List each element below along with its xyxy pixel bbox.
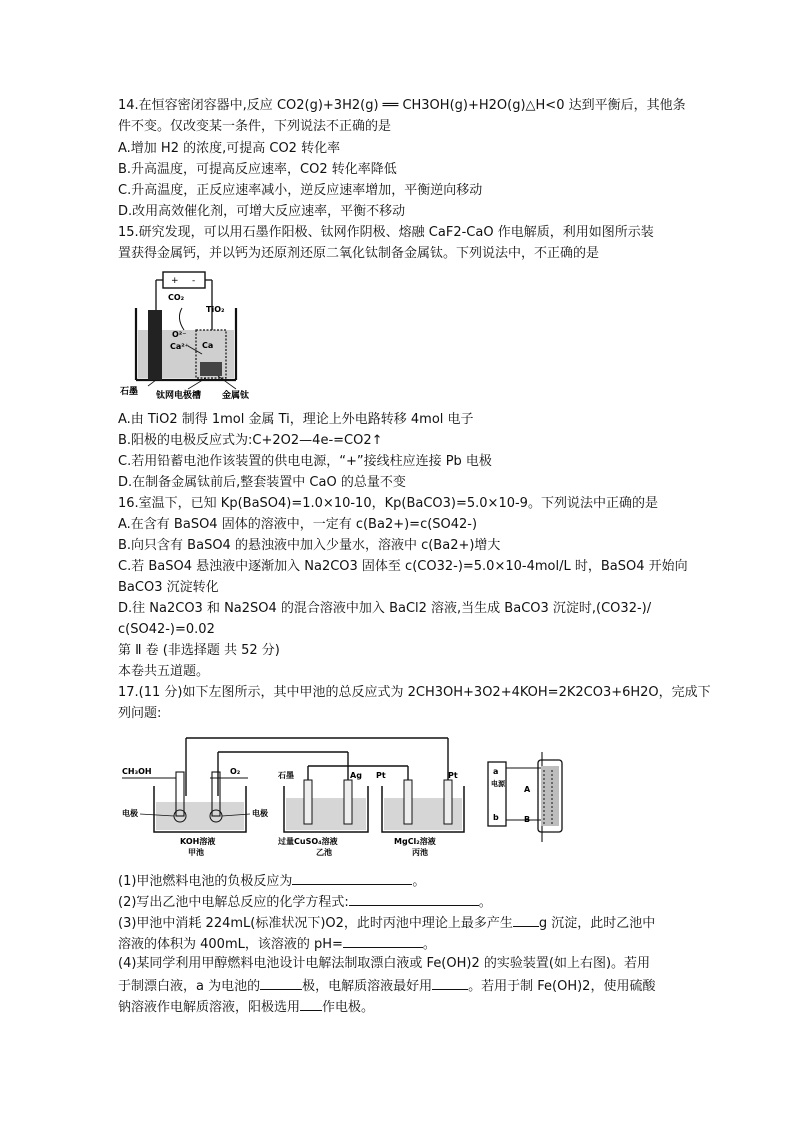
q15-option-c: C.若用铅蓄电池作该装置的供电电源，“+”接线柱应连接 Pb 电极 xyxy=(118,454,492,469)
q17-sub4-text-d: 钠溶液作电解质溶液，阳极选用 xyxy=(118,1000,301,1015)
q17-sub4-electrolyte-blank[interactable] xyxy=(432,977,468,990)
electrode-B-label: B xyxy=(524,815,531,824)
cuso4-label: 过量CuSO₄溶液 xyxy=(278,837,338,846)
graphite-electrode-label: 石墨 xyxy=(278,771,294,780)
q17-sub4-text-c: 。若用于制 Fe(OH)2，使用硫酸 xyxy=(468,979,656,994)
q16-option-c: C.若 BaSO4 悬浊液中逐渐加入 Na2CO3 固体至 c(CO32-)=5.0×10-4mol/L 时，BaSO4 开始向 xyxy=(118,559,688,574)
q17-sub3-line-2 xyxy=(118,935,436,953)
q17-sub1-text: (1)甲池燃料电池的负极反应为 xyxy=(118,874,293,889)
q16-option-d-cont: c(SO42-)=0.02 xyxy=(118,622,215,637)
q17-sub3-precipitate-blank[interactable] xyxy=(513,914,539,927)
cell-bing-label: 丙池 xyxy=(412,848,428,857)
q17-sub1-end: 。 xyxy=(412,874,426,889)
oxide-ion-label: O²⁻ xyxy=(172,330,187,339)
q17-sub4-text-b: 极，电解质溶液最好用 xyxy=(302,979,433,994)
co2-label: CO₂ xyxy=(168,293,185,302)
terminal-b-label: b xyxy=(493,813,499,822)
q16-option-d: D.往 Na2CO3 和 Na2SO4 的混合溶液中加入 BaCl2 溶液,当生成 BaCO3 沉淀时,(CO32-)/ xyxy=(118,601,652,616)
q17-sub4-line-2 xyxy=(118,977,655,995)
q14-stem-line-1: 14.在恒容密闭容器中,反应 CO2(g)+3H2(g) ══ CH3OH(g)+H2O(g)△H<0 达到平衡后，其他条 xyxy=(118,98,686,113)
silver-electrode-label: Ag xyxy=(350,771,362,780)
q15-option-d: D.在制备金属钛前后,整套装置中 CaO 的总量不变 xyxy=(118,475,406,490)
pt-left-label: Pt xyxy=(376,771,386,780)
q17-sub4-anode-blank[interactable] xyxy=(300,998,322,1011)
svg-text:-: - xyxy=(192,276,196,286)
q17-sub3-end: 。 xyxy=(422,937,436,952)
q17-sub3-text-b: g 沉淀，此时乙池中 xyxy=(538,916,656,931)
q17-sub3-text-a: (3)甲池中消耗 224mL(标准状况下)O2，此时丙池中理论上最多产生 xyxy=(118,916,513,931)
q17-sub4-line-3 xyxy=(118,998,374,1016)
mgcl2-label: MgCl₂溶液 xyxy=(394,837,436,846)
terminal-a-label: a xyxy=(493,767,499,776)
tio2-label: TiO₂ xyxy=(206,305,225,314)
q17-sub2 xyxy=(118,893,492,911)
q17-sub4-text-a: 于制漂白液，a 为电池的 xyxy=(118,979,261,994)
q17-stem-line-1: 17.(11 分)如下左图所示，其中甲池的总反应式为 2CH3OH+3O2+4KOH=2K2CO3+6H2O，完成下 xyxy=(118,685,711,700)
q16-option-c-cont: BaCO3 沉淀转化 xyxy=(118,580,219,595)
q17-sub2-text: (2)写出乙池中电解总反应的化学方程式: xyxy=(118,895,349,910)
q15-option-b: B.阳极的电极反应式为:C+2O2—4e-=CO2↑ xyxy=(118,433,383,448)
cell-yi-label: 乙池 xyxy=(316,848,332,857)
three-cell-figure xyxy=(118,730,518,858)
q15-stem-line-2: 置获得金属钙，并以钙为还原剂还原二氧化钛制备金属钛。下列说法中，不正确的是 xyxy=(118,246,600,261)
q15-option-a: A.由 TiO2 制得 1mol 金属 Ti，理论上外电路转移 4mol 电子 xyxy=(118,412,474,427)
q17-sub2-end: 。 xyxy=(478,895,492,910)
q16-option-a: A.在含有 BaSO4 固体的溶液中，一定有 c(Ba2+)=c(SO42-) xyxy=(118,517,478,532)
q17-sub4-line-1: (4)某同学利用甲醇燃料电池设计电解法制取漂白液或 Fe(OH)2 的实验装置(如上右图)。若用 xyxy=(118,956,651,971)
q17-sub4-pole-blank[interactable] xyxy=(260,977,302,990)
q14-option-a: A.增加 H2 的浓度,可提高 CO2 转化率 xyxy=(118,141,341,156)
cell-jia-label: 甲池 xyxy=(188,848,204,857)
q17-sub3-line-1 xyxy=(118,914,655,932)
calcium-label: Ca xyxy=(202,341,214,350)
q17-sub4-text-e: 作电极。 xyxy=(322,1000,375,1015)
q17-sub3-text-c: 溶液的体积为 400mL，该溶液的 pH= xyxy=(118,937,343,952)
q16-stem: 16.室温下，已知 Kp(BaSO4)=1.0×10-10，Kp(BaCO3)=5.0×10-9。下列说法中正确的是 xyxy=(118,496,658,511)
q17-sub3-ph-blank[interactable] xyxy=(343,935,423,948)
graphite-label: 石墨 xyxy=(120,387,139,397)
q17-sub1-answer-blank[interactable] xyxy=(292,872,412,885)
q17-stem-line-2: 列问题: xyxy=(118,706,162,721)
pt-right-label: Pt xyxy=(448,771,458,780)
q15-stem-line-1: 15.研究发现，可以用石墨作阳极、钛网作阴极、熔融 CaF2-CaO 作电解质，利用如图所示装 xyxy=(118,225,654,240)
power-label: 电源 xyxy=(491,780,505,788)
bleach-apparatus-figure xyxy=(482,748,572,848)
q14-option-c: C.升高温度，正反应速率减小，逆反应速率增加，平衡逆向移动 xyxy=(118,183,483,198)
q14-stem-line-2: 件不变。仅改变某一条件，下列说法不正确的是 xyxy=(118,119,392,134)
section-title: 第 Ⅱ 卷 (非选择题 共 52 分) xyxy=(118,643,280,658)
methanol-label: CH₃OH xyxy=(122,767,152,776)
section-intro: 本卷共五道题。 xyxy=(118,664,210,679)
electrode-A-label: A xyxy=(524,785,531,794)
q14-option-d: D.改用高效催化剂，可增大反应速率，平衡不移动 xyxy=(118,204,406,219)
q14-option-b: B.升高温度，可提高反应速率，CO2 转化率降低 xyxy=(118,162,397,177)
q17-sub2-answer-blank[interactable] xyxy=(349,893,479,906)
calcium-ion-label: Ca²⁺ xyxy=(170,342,189,351)
q17-sub1 xyxy=(118,872,425,890)
svg-text:+: + xyxy=(171,276,179,286)
q16-option-b: B.向只含有 BaSO4 的悬浊液中加入少量水，溶液中 c(Ba2+)增大 xyxy=(118,538,501,553)
koh-label: KOH溶液 xyxy=(180,837,216,846)
electrode-left-label: 电极 xyxy=(122,809,138,818)
oxygen-label: O₂ xyxy=(230,767,241,776)
titanium-electrolysis-figure xyxy=(118,268,273,403)
ti-metal-label: 金属钛 xyxy=(222,391,250,401)
ti-mesh-label: 钛网电极槽 xyxy=(156,391,202,401)
electrode-right-label: 电极 xyxy=(252,809,268,818)
